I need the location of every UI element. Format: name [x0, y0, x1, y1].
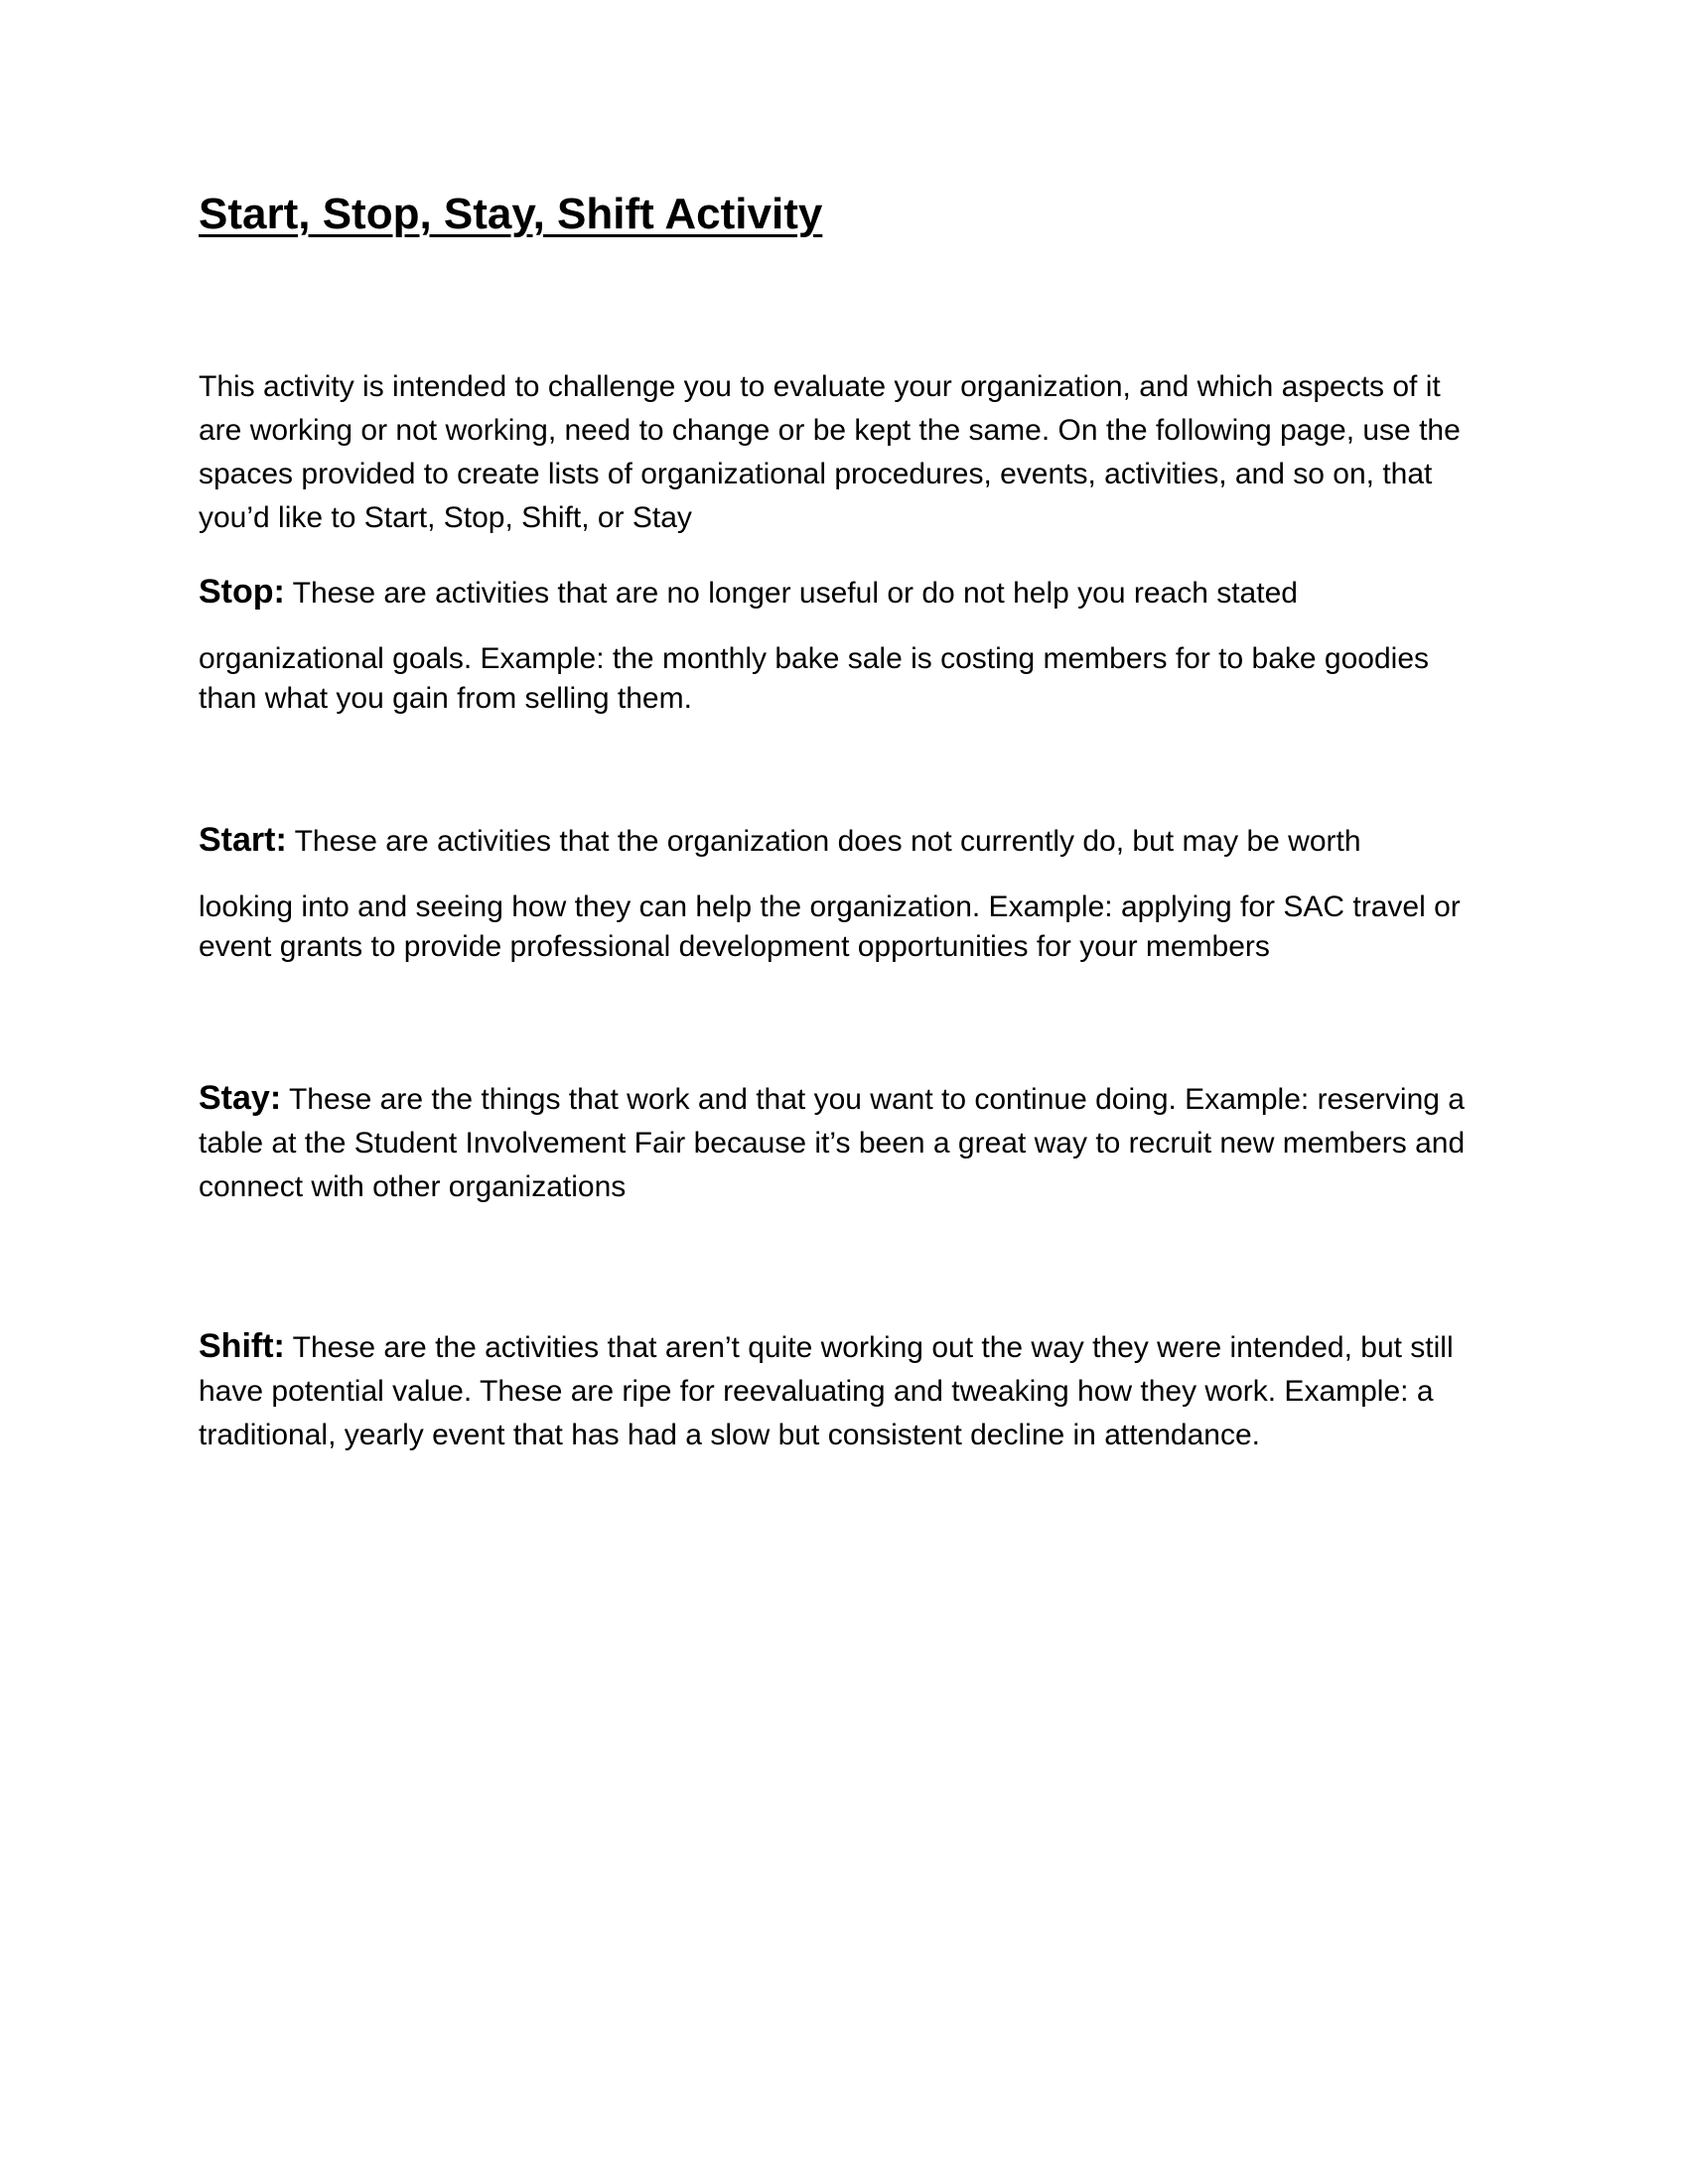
stay-term: Stay:	[199, 1079, 282, 1117]
document-title: Start, Stop, Stay, Shift Activity	[199, 190, 823, 238]
start-description: looking into and seeing how they can help the organization. Example: applying for SAC travel or event grants to provide professional development opportunities for your members	[199, 890, 1461, 963]
start-term: Start:	[199, 821, 287, 859]
start-first-line-text: These are activities that the organization does not currently do, but may be worth	[294, 825, 1361, 858]
shift-description: These are the activities that aren’t quite working out the way they were intended, but still have potential value. These are ripe for reevaluating and tweaking how they work. Example: a traditional, yearly event that has had a slow but consistent decline in attendance.	[199, 1331, 1454, 1451]
stop-description: organizational goals. Example: the monthly bake sale is costing members for to bake goodies than what you gain from selling them.	[199, 642, 1430, 715]
stay-description: These are the things that work and that you want to continue doing. Example: reserving a table at the Student Involvement Fair because it’s been a great way to recruit new members and connect with other organizations	[199, 1083, 1466, 1203]
stay-section	[199, 1076, 1489, 1209]
start-first-line	[199, 820, 1361, 862]
intro-paragraph: This activity is intended to challenge you to evaluate your organization, and which aspects of it are working or not working, need to change or be kept the same. On the following page, use the spaces provided to create lists of organizational procedures, events, activities, and so on, that you’d like to Start, Stop, Shift, or Stay	[199, 370, 1461, 534]
stop-term: Stop:	[199, 573, 285, 611]
shift-term: Shift:	[199, 1327, 285, 1365]
stop-first-line	[199, 572, 1298, 614]
shift-section	[199, 1324, 1489, 1457]
stop-first-line-text: These are activities that are no longer useful or do not help you reach stated	[292, 577, 1298, 610]
